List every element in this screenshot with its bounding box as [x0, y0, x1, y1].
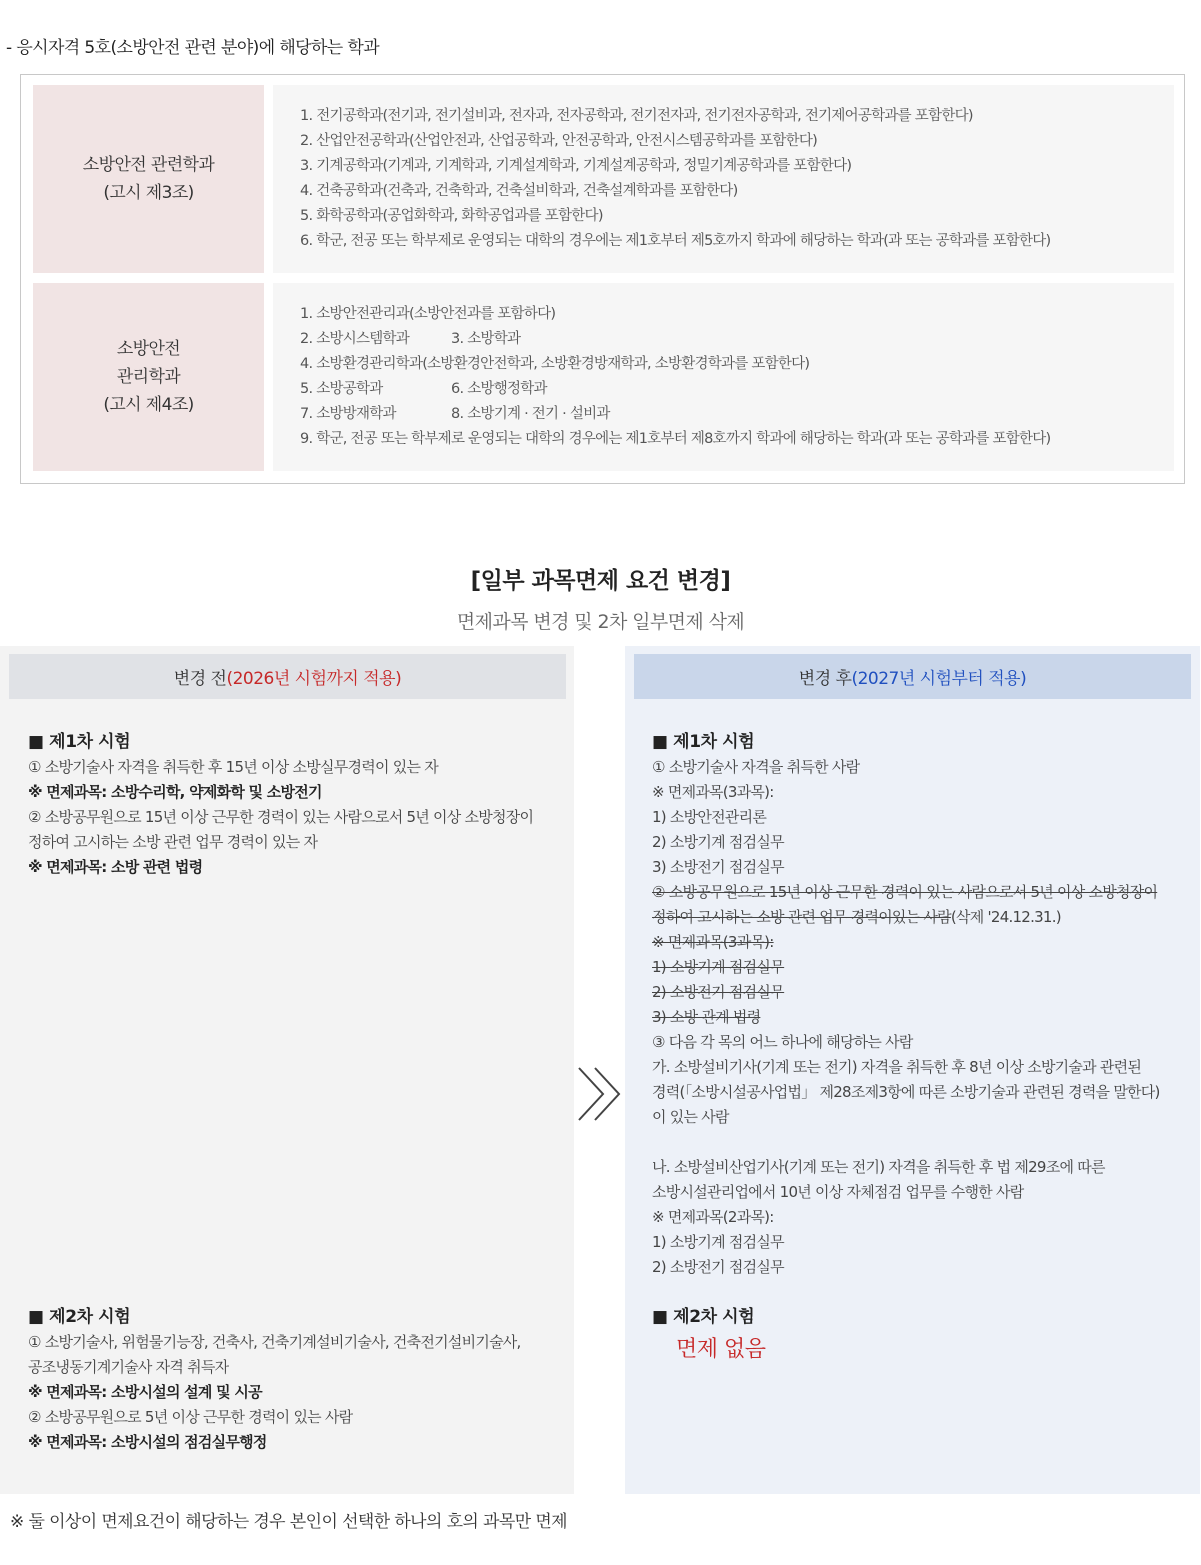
exam-line [652, 930, 1160, 955]
intro-text: - 응시자격 5호(소방안전 관련 분야)에 해당하는 학과 [6, 38, 380, 58]
exam-line-text: 공조냉동기계기술사 자격 취득자 [28, 1358, 229, 1376]
exam-line-text: ■ 제1차 시험 [28, 732, 131, 752]
exam-line [652, 1230, 1160, 1255]
department-list-text: 4. 소방환경관리학과(소방환경안전학과, 소방환경방재학과, 소방환경학과를 포함한다) [300, 355, 810, 372]
exam-line [652, 1255, 1160, 1280]
exam-line [652, 855, 1160, 880]
exam-line-text: ② 소방공무원으로 15년 이상 근무한 경력이 있는 사람으로서 5년 이상 소방청장이 [28, 808, 534, 826]
after-second-exam-heading: ■ 제2차 시험 [652, 1307, 755, 1327]
exam-heading [652, 730, 1160, 755]
exam-line-text: 정하여 고시하는 소방 관련 업무 경력이 있는 자 [28, 833, 318, 851]
department-list-text: 1. 소방안전관리과(소방안전과를 포함하다) [300, 306, 556, 322]
exam-line [652, 1155, 1160, 1180]
before-panel [0, 646, 574, 1494]
department-list-text: 7. 소방방재학과 [300, 405, 396, 422]
exam-line-text: 3) 소방전기 점검실무 [652, 858, 784, 876]
chevron-right-icon [574, 1065, 625, 1123]
exam-line-text: 2) 소방전기 점검실무 [652, 983, 784, 1001]
department-list [273, 85, 1174, 273]
exam-line [652, 980, 1160, 1005]
after-first-exam [652, 730, 1160, 1280]
exam-line [652, 905, 1160, 930]
exam-line-text: 정하여 고시하는 소방 관련 업무 경력이있는 사람 [652, 908, 951, 926]
exam-heading [28, 1305, 521, 1330]
exam-line-text: 소방시설관리업에서 10년 이상 자체점검 업무를 수행한 사람 [652, 1183, 1024, 1201]
exam-line-text: ※ 면제과목: 소방시설의 설계 및 시공 [28, 1383, 262, 1401]
exam-line [28, 1430, 521, 1455]
footnote: ※ 둘 이상이 면제요건이 해당하는 경우 본인이 선택한 하나의 호의 과목만 면제 [10, 1512, 567, 1532]
exam-line [28, 830, 533, 855]
exam-line [652, 955, 1160, 980]
exam-line-text: ③ 다음 각 목의 어느 하나에 해당하는 사람 [652, 1033, 913, 1051]
department-label-line: 소방안전 관련학과 [82, 155, 215, 175]
exam-line-text: ① 소방기술사, 위험물기능장, 건축사, 건축기계설비기술사, 건축전기설비기술사, [28, 1333, 521, 1351]
department-list-item [300, 427, 1174, 452]
before-panel-header [9, 654, 566, 699]
after-header-label: 변경 후 [798, 669, 852, 689]
department-list-item [300, 377, 1174, 402]
exam-line [652, 1030, 1160, 1055]
department-label-line: (고시 제3조) [103, 183, 194, 203]
exam-line [28, 755, 533, 780]
exam-line [28, 1405, 521, 1430]
exam-line-text: ■ 제2차 시험 [28, 1307, 131, 1327]
exam-line [652, 1205, 1160, 1230]
exam-line [652, 1105, 1160, 1130]
exam-line-text: 나. 소방설비산업기사(기계 또는 전기) 자격을 취득한 후 법 제29조에 따른 [652, 1158, 1105, 1176]
department-label-line: (고시 제4조) [103, 395, 194, 415]
exam-line-text: 1) 소방기계 점검실무 [652, 958, 784, 976]
department-list [273, 283, 1174, 471]
before-second-exam [28, 1305, 521, 1455]
department-list-item: 5. 화학공학과(공업화학과, 화학공업과를 포함한다) [300, 207, 603, 224]
department-list-text: 5. 소방공학과 [300, 380, 383, 397]
department-label [33, 283, 264, 471]
department-list-item [300, 327, 1174, 352]
before-first-exam [28, 730, 533, 880]
department-list-item [300, 302, 1174, 327]
section-subtitle: 면제과목 변경 및 2차 일부면제 삭제 [456, 611, 745, 633]
section-title: [일부 과목면제 요건 변경] [470, 568, 731, 594]
exam-line [28, 1330, 521, 1355]
department-table [20, 74, 1185, 484]
exam-line-text: 1) 소방안전관리론 [652, 808, 767, 826]
after-second-exam [652, 1305, 766, 1370]
exam-line [28, 780, 533, 805]
exam-line-text: ※ 면제과목(3과목): [652, 933, 774, 951]
exam-line-text: 2) 소방기계 점검실무 [652, 833, 784, 851]
exam-line-text: ① 소방기술사 자격을 취득한 후 15년 이상 소방실무경력이 있는 자 [28, 758, 438, 776]
department-list-item: 2. 산업안전공학과(산업안전과, 산업공학과, 안전공학과, 안전시스템공학과를 포함한다) [300, 132, 818, 149]
exam-line-text: 가. 소방설비기사(기계 또는 전기) 자격을 취득한 후 8년 이상 소방기술과 관련된 [652, 1058, 1142, 1076]
department-list-item: 4. 건축공학과(건축과, 건축학과, 건축설비학과, 건축설계학과를 포함한다) [300, 182, 738, 199]
exam-line-text: ※ 면제과목: 소방 관련 법령 [28, 858, 203, 876]
before-header-label: 변경 전 [173, 669, 227, 689]
exam-line-text: 2) 소방전기 점검실무 [652, 1258, 784, 1276]
exam-line [652, 1080, 1160, 1105]
department-row-fire-management [33, 283, 1174, 471]
department-list-item: 1. 전기공학과(전기과, 전기설비과, 전자과, 전자공학과, 전기전자과, 전기전자공학과, 전기제어공학과를 포함한다) [300, 108, 973, 124]
exam-line-text: ※ 면제과목(3과목): [652, 783, 774, 801]
exam-line-text: 경력(「소방시설공사업법」 제28조제3항에 따른 소방기술과 관련된 경력을 말한다) [652, 1083, 1160, 1101]
exam-line [652, 1055, 1160, 1080]
department-row-fire-safety [33, 85, 1174, 273]
exam-line [28, 805, 533, 830]
exam-heading [28, 730, 533, 755]
department-label-line: 소방안전 [116, 339, 181, 359]
department-list-text: 2. 소방시스템학과 [300, 330, 409, 347]
department-list-text: 8. 소방기계 · 전기 · 설비과 [451, 405, 610, 422]
exam-line [652, 1130, 1160, 1155]
department-list-item [300, 402, 1174, 427]
after-panel [625, 646, 1200, 1494]
department-label-line: 관리학과 [116, 367, 181, 387]
exam-line-text: 3) 소방 관계 법령 [652, 1008, 761, 1026]
deletion-note: (삭제 '24.12.31.) [950, 908, 1061, 926]
exam-line [28, 855, 533, 880]
exam-line [28, 1355, 521, 1380]
exam-line [652, 755, 1160, 780]
exam-line-text: ② 소방공무원으로 5년 이상 근무한 경력이 있는 사람 [28, 1408, 353, 1426]
exam-line [28, 1380, 521, 1405]
exam-line-text: ※ 면제과목: 소방수리학, 약제화학 및 소방전기 [28, 783, 322, 801]
department-list-text: 6. 소방행정학과 [451, 380, 547, 397]
before-header-note: (2026년 시험까지 적용) [226, 669, 402, 689]
department-list-text: 9. 학군, 전공 또는 학부제로 운영되는 대학의 경우에는 제1호부터 제8호까지 학과에 해당하는 학과(과 또는 공학과를 포함한다) [300, 430, 1051, 447]
exam-line-text: ■ 제1차 시험 [652, 732, 755, 752]
exam-line-text: 1) 소방기계 점검실무 [652, 1233, 784, 1251]
exam-line [652, 880, 1160, 905]
exam-line-text: 이 있는 사람 [652, 1108, 729, 1126]
exam-line-text: ※ 면제과목(2과목): [652, 1208, 774, 1226]
department-list-text: 3. 소방학과 [451, 330, 521, 347]
exam-line-text: ※ 면제과목: 소방시설의 점검실무행정 [28, 1433, 267, 1451]
exam-line [652, 830, 1160, 855]
exam-line [652, 1180, 1160, 1205]
exam-line [652, 1005, 1160, 1030]
department-list-item: 3. 기계공학과(기계과, 기계학과, 기계설계학과, 기계설계공학과, 정밀기계공학과를 포함한다) [300, 157, 852, 174]
exam-line-text: ① 소방기술사 자격을 취득한 사람 [652, 758, 860, 776]
after-second-exam-note: 면제 없음 [676, 1337, 766, 1362]
department-list-item: 6. 학군, 전공 또는 학부제로 운영되는 대학의 경우에는 제1호부터 제5호까지 학과에 해당하는 학과(과 또는 공학과를 포함한다) [300, 232, 1051, 249]
exam-line [652, 780, 1160, 805]
exam-line-text: ② 소방공무원으로 15년 이상 근무한 경력이 있는 사람으로서 5년 이상 소방청장이 [652, 883, 1158, 901]
department-label [33, 85, 264, 273]
department-list-item [300, 352, 1174, 377]
exam-line [652, 805, 1160, 830]
after-header-note: (2027년 시험부터 적용) [851, 669, 1027, 689]
after-panel-header [634, 654, 1191, 699]
